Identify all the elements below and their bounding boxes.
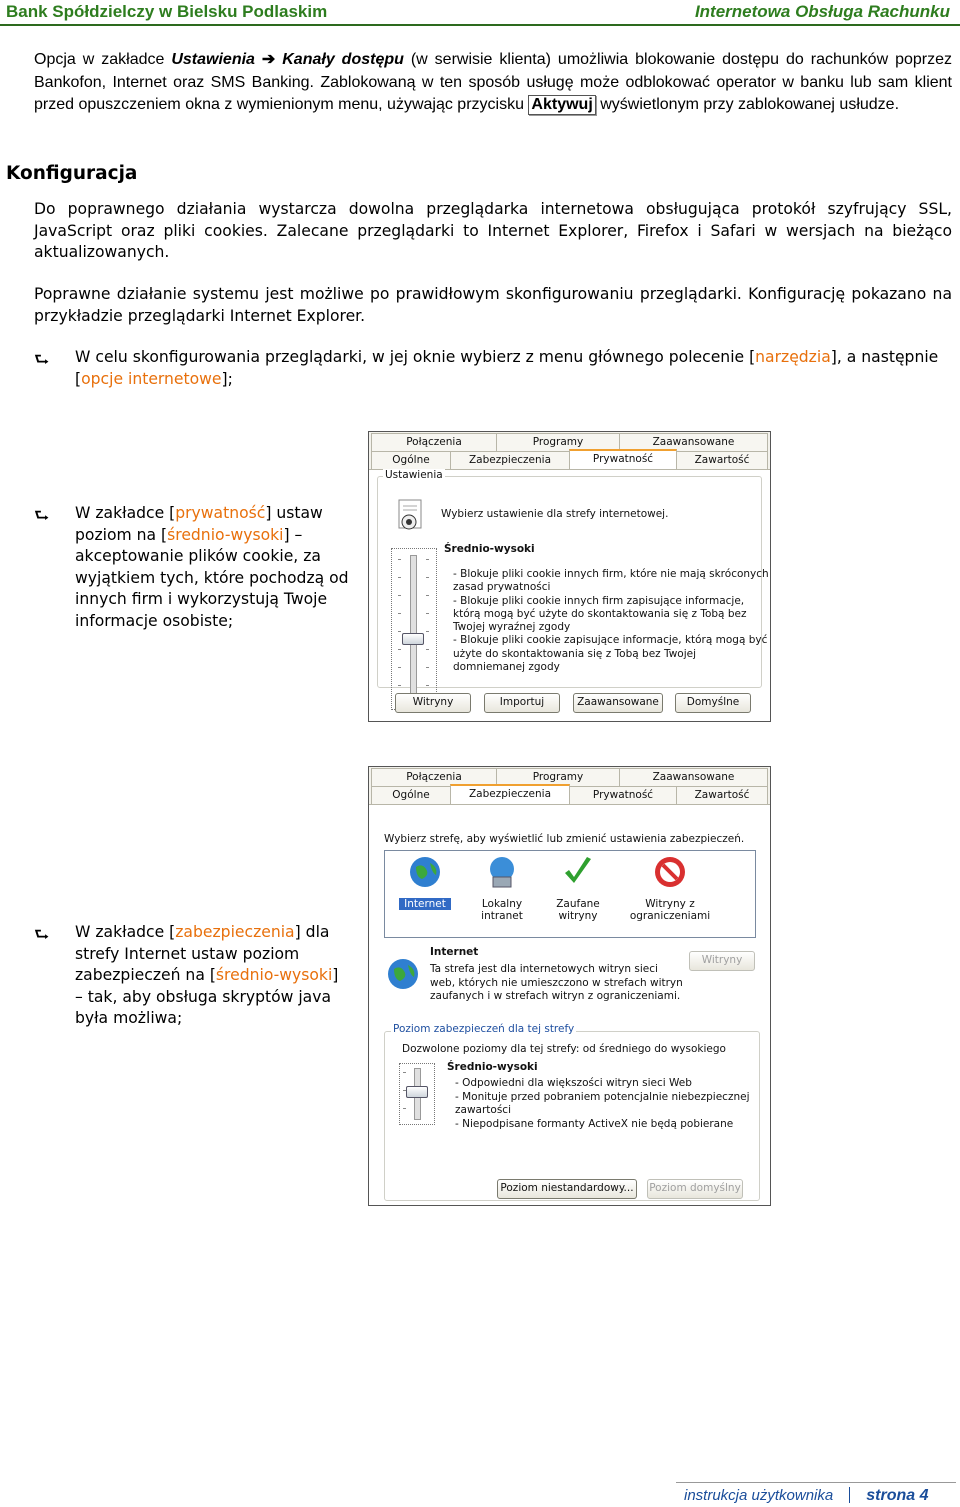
domyslne-button[interactable]: Domyślne xyxy=(675,693,751,713)
importuj-button[interactable]: Importuj xyxy=(484,693,560,713)
slider-thumb[interactable] xyxy=(402,633,424,645)
intro-text-1: Opcja w zakładce xyxy=(34,51,172,68)
page-footer xyxy=(684,1487,928,1505)
bullet-arrow-icon: ⮑ xyxy=(34,925,50,945)
step-1-text: W celu skonfigurowania przeglądarki, w jej oknie wybierz z menu głównego polecenie [narzędzia], a następnie [opcje internetowe]; xyxy=(75,348,939,388)
privacy-dialog xyxy=(368,431,771,722)
tab-zawartosc[interactable]: Zawartość xyxy=(676,786,768,804)
tab-name-prywatnosc: prywatność xyxy=(175,504,266,522)
menu-narzedzia: narzędzia xyxy=(755,348,831,366)
arrow-icon: ➔ xyxy=(261,51,276,68)
footer-doc-name: instrukcja użytkownika xyxy=(684,1487,834,1504)
page-header xyxy=(0,0,960,26)
zone-restricted[interactable]: Witryny z ograniczeniami xyxy=(625,855,715,922)
header-bank-name: Bank Spółdzielczy w Bielsku Podlaskim xyxy=(6,2,328,21)
tab-polaczenia[interactable]: Połączenia xyxy=(371,433,497,451)
tab-polaczenia[interactable]: Połączenia xyxy=(371,768,497,786)
tab-name-zabezpieczenia: zabezpieczenia xyxy=(175,923,295,941)
privacy-slider[interactable] xyxy=(391,548,437,710)
privacy-panel xyxy=(369,469,770,721)
tab-zawartosc[interactable]: Zawartość xyxy=(676,451,768,469)
intro-kanaly: Kanały dostępu xyxy=(282,51,404,68)
security-level-description: - Odpowiedni dla większości witryn sieci Web - Monituje przed pobraniem potencjalnie niebezpiecznej zawartości - Niepodpisane formanty ActiveX nie będą pobierane xyxy=(455,1077,750,1130)
tab-programy[interactable]: Programy xyxy=(496,768,620,786)
globe-icon xyxy=(408,855,442,889)
allowed-levels: Dozwolone poziomy dla tej strefy: od średniego do wysokiego xyxy=(402,1043,726,1055)
header-doc-title: Internetowa Obsługa Rachunku xyxy=(694,2,950,21)
config-paragraph: Do poprawnego działania wystarcza dowolna przeglądarka internetowa obsługująca protokół szyfrujący SSL, JavaScript oraz pliki cookies. Zalecane przeglądarki to Internet Explorer, Firefox i Safari w wersjach na bieżąco aktualizowanych. xyxy=(34,200,952,261)
security-level: Średnio-wysoki xyxy=(447,1061,538,1073)
tab-programy[interactable]: Programy xyxy=(496,433,620,451)
globe-icon xyxy=(386,957,420,991)
step-3-text: W zakładce [zabezpieczenia] dla strefy Internet ustaw poziom zabezpieczeń na [średnio-wysoki] – tak, aby obsługa skryptów java była możliwa; xyxy=(75,923,339,1027)
menu-opcje-internetowe: opcje internetowe xyxy=(81,369,222,388)
intro-paragraph xyxy=(34,49,952,117)
group-label: Ustawienia xyxy=(385,469,443,481)
privacy-level: Średnio-wysoki xyxy=(444,543,535,555)
checkmark-icon xyxy=(561,855,595,889)
zone-intranet[interactable]: Lokalny intranet xyxy=(473,855,531,922)
section-title: Konfiguracja xyxy=(6,163,138,184)
privacy-instruction: Wybierz ustawienie dla strefy internetowej. xyxy=(441,508,669,520)
zaawansowane-button[interactable]: Zaawansowane xyxy=(573,693,663,713)
level-group-label: Poziom zabezpieczeń dla tej strefy xyxy=(393,1023,575,1035)
intro-text-2: (w serwisie klienta) umożliwia blokowanie dostępu do rachunków poprzez Bankofon, Internet oraz SMS Banking. Zablokowaną w ten sposób usługę może odblokować operator w banku lub sam klient przed opuszczeniem okna z wymienionym menu, używając przycisku xyxy=(34,51,952,113)
tab-zabezpieczenia[interactable]: Zabezpieczenia xyxy=(450,451,570,469)
sites-button[interactable]: Witryny xyxy=(689,951,755,971)
step-2-text: W zakładce [prywatność] ustaw poziom na [średnio-wysoki] – akceptowanie plików cookie, za wyjątkiem tych, które pochodzą od innych firm i wykorzystują Twoje informacje osobiste; xyxy=(75,504,349,630)
security-dialog xyxy=(368,766,771,1206)
bullet-arrow-icon: ⮑ xyxy=(34,506,50,526)
security-panel xyxy=(369,804,770,1205)
zone-list xyxy=(384,850,756,938)
slider-thumb[interactable] xyxy=(406,1086,428,1098)
privacy-eye-icon xyxy=(395,498,427,534)
tab-ogolne[interactable]: Ogólne xyxy=(371,786,451,804)
zone-title: Internet xyxy=(430,946,479,958)
tab-zaawansowane[interactable]: Zaawansowane xyxy=(619,768,768,786)
footer-rule xyxy=(676,1482,956,1483)
zone-internet[interactable]: Internet xyxy=(399,855,451,910)
tab-prywatnosc[interactable]: Prywatność xyxy=(569,786,677,804)
tab-ogolne[interactable]: Ogólne xyxy=(371,451,451,469)
intro-ustawienia: Ustawienia xyxy=(171,51,255,68)
setup-paragraph: Poprawne działanie systemu jest możliwe po prawidłowym skonfigurowaniu przeglądarki. Konfigurację pokazano na przykładzie przeglądarki Internet Explorer. xyxy=(34,285,952,325)
page-number: strona 4 xyxy=(866,1487,929,1504)
security-instruction: Wybierz strefę, aby wyświetlić lub zmienić ustawienia zabezpieczeń. xyxy=(384,833,745,845)
custom-level-button[interactable]: Poziom niestandardowy... xyxy=(497,1179,637,1199)
privacy-description: - Blokuje pliki cookie innych firm, które nie mają skróconych zasad prywatności - Blokuje pliki cookie innych firm zapisujące informacje, którą mogą być użyte do skontaktowania się z Tobą bez Twojej wyraźnej zgody - Blokuje pliki cookie zapisujące informacje, którą mogą być użyte do skontaktowania się z Tobą bez Twojej domniemanej zgody xyxy=(453,568,769,674)
bullet-arrow-icon: ⮑ xyxy=(34,350,50,370)
intranet-icon xyxy=(485,855,519,889)
tab-prywatnosc[interactable]: Prywatność xyxy=(569,449,677,471)
level-sredniowysoki: średnio-wysoki xyxy=(215,966,333,984)
intro-text-3: wyświetlonym przy zablokowanej usłudze. xyxy=(595,96,900,113)
security-slider[interactable] xyxy=(399,1063,435,1125)
default-level-button[interactable]: Poziom domyślny xyxy=(647,1179,743,1199)
level-sredniowysoki: średnio-wysoki xyxy=(167,525,284,544)
no-entry-icon xyxy=(653,855,687,889)
tab-zabezpieczenia[interactable]: Zabezpieczenia xyxy=(450,784,570,806)
zone-trusted[interactable]: Zaufane witryny xyxy=(549,855,607,922)
tab-zaawansowane[interactable]: Zaawansowane xyxy=(619,433,768,451)
zone-description: Ta strefa jest dla internetowych witryn sieci web, których nie umieszczono w strefach witryn zaufanych i w strefach witryn z ograniczeniami. xyxy=(430,963,683,1002)
witryny-button[interactable]: Witryny xyxy=(395,693,471,713)
aktywuj-button: Aktywuj xyxy=(528,95,595,115)
